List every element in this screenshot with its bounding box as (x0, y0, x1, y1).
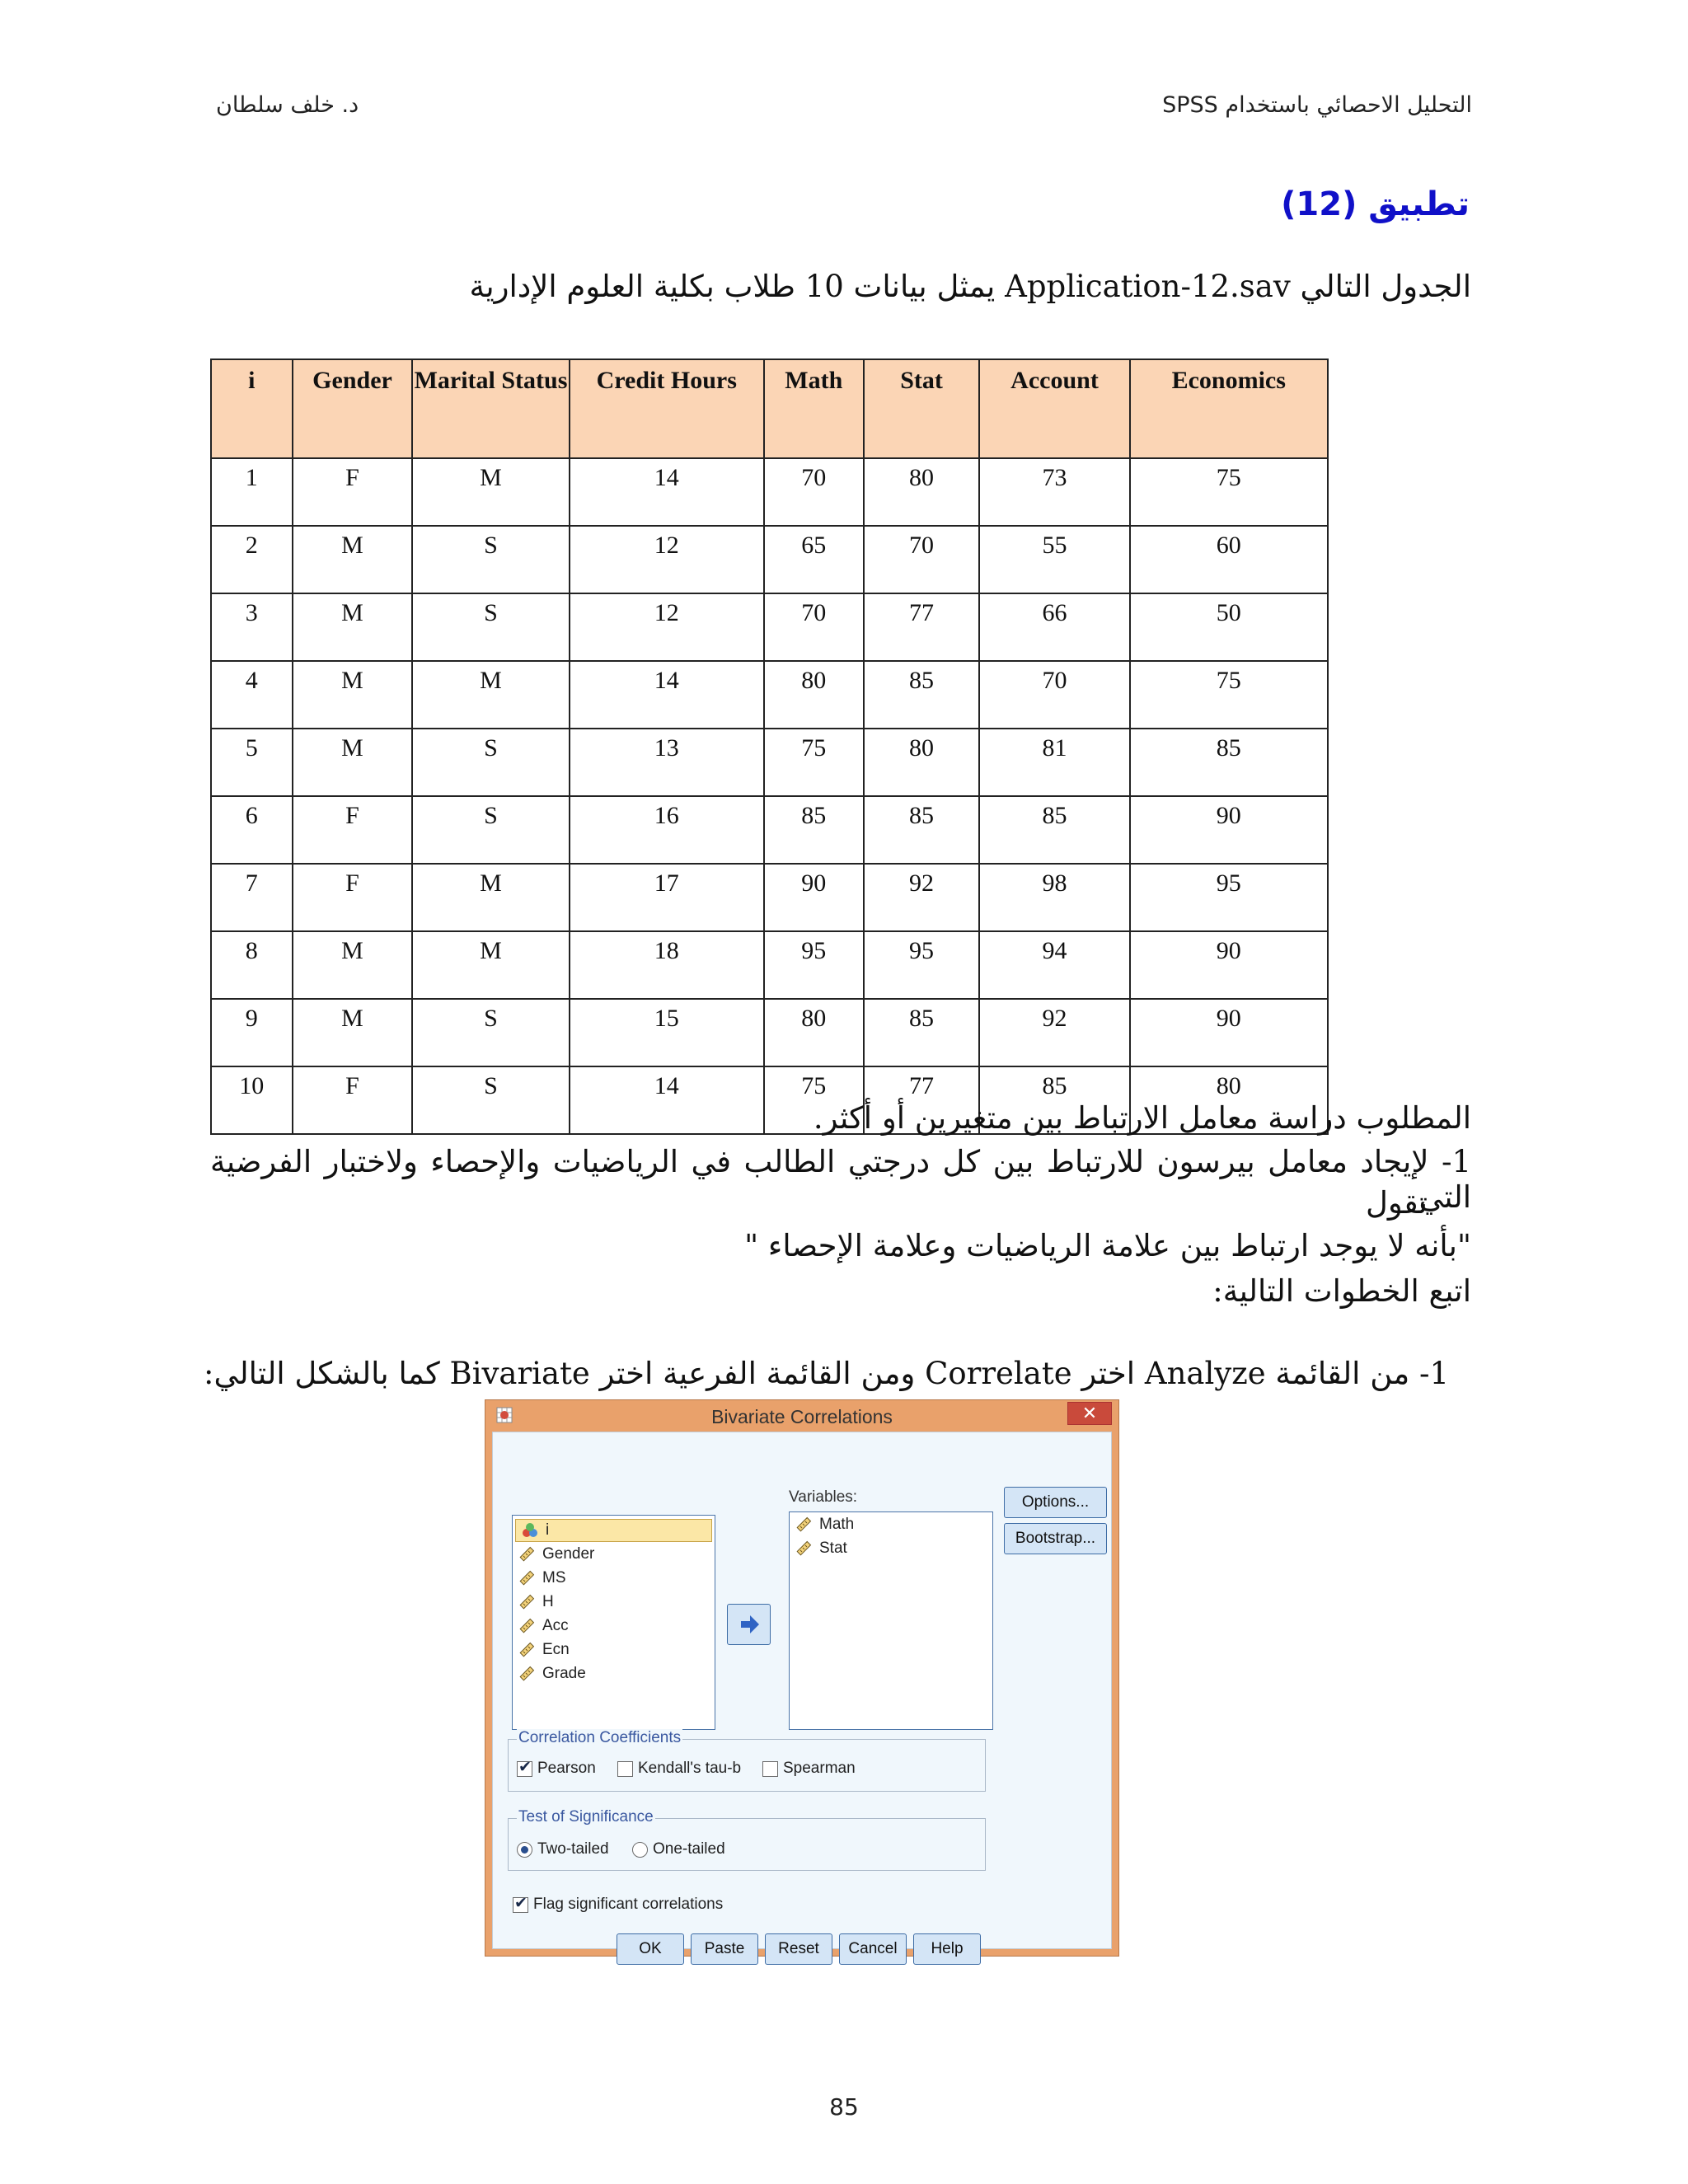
table-cell: F (293, 864, 413, 931)
table-cell: 90 (1130, 796, 1328, 864)
dialog-title: Bivariate Correlations (711, 1406, 893, 1427)
variable-label: Stat (819, 1539, 847, 1557)
move-variable-button[interactable] (727, 1604, 771, 1645)
menu-step-text: 1- من القائمة Analyze اختر Correlate ومن القائمة الفرعية اختر Bivariate كما بالشكل التالي: (204, 1356, 1449, 1391)
column-header: Credit Hours (570, 359, 764, 458)
table-cell: S (412, 593, 569, 661)
variable-list-item[interactable] (513, 1542, 715, 1566)
table-cell: 50 (1130, 593, 1328, 661)
kendall-checkbox[interactable] (617, 1760, 741, 1778)
kendall-label: Kendall's tau-b (638, 1760, 742, 1777)
header-author: د. خلف سلطان (216, 92, 359, 118)
requirement-text: المطلوب دراسة معامل الارتباط بين متغيرين أو أكثر. (813, 1100, 1471, 1136)
table-cell: M (412, 458, 569, 526)
table-cell: 80 (864, 458, 980, 526)
variable-list-item[interactable] (513, 1614, 715, 1638)
two-tailed-label: Two-tailed (537, 1840, 609, 1858)
table-cell: 14 (570, 661, 764, 729)
table-cell: 95 (764, 931, 864, 999)
table-cell: 65 (764, 526, 864, 593)
arrow-right-icon (728, 1605, 770, 1644)
table-cell: 80 (864, 729, 980, 796)
table-row (211, 729, 1328, 796)
table-row (211, 864, 1328, 931)
checkbox-checked-icon (517, 1761, 532, 1777)
table-cell: 85 (979, 796, 1129, 864)
table-cell: 90 (1130, 999, 1328, 1066)
table-cell: 85 (764, 796, 864, 864)
pearson-checkbox[interactable] (517, 1760, 596, 1778)
table-cell: 2 (211, 526, 293, 593)
table-cell: F (293, 458, 413, 526)
scale-variable-icon (795, 1516, 813, 1534)
column-header: Economics (1130, 359, 1328, 458)
pearson-label: Pearson (537, 1760, 596, 1777)
variables-label: Variables: (789, 1488, 858, 1506)
step1-text: 1- لإيجاد معامل بيرسون للارتباط بين كل درجتي الطالب في الرياضيات والإحصاء ولاختبار الفرضية التي (210, 1144, 1471, 1215)
table-row (211, 458, 1328, 526)
table-cell: S (412, 999, 569, 1066)
variable-list-item[interactable] (790, 1536, 992, 1560)
table-row (211, 796, 1328, 864)
column-header: Marital Status (412, 359, 569, 458)
ok-button[interactable]: OK (617, 1933, 684, 1965)
table-cell: 9 (211, 999, 293, 1066)
table-cell: M (293, 729, 413, 796)
table-cell: M (412, 864, 569, 931)
correlation-coefficients-title: Correlation Coefficients (518, 1729, 682, 1746)
scale-variable-icon (518, 1665, 536, 1683)
radio-selected-icon (517, 1842, 532, 1858)
table-cell: 77 (864, 1066, 980, 1134)
table-cell: 75 (1130, 661, 1328, 729)
table-row (211, 999, 1328, 1066)
variable-label: Math (819, 1515, 855, 1533)
table-cell: 18 (570, 931, 764, 999)
table-cell: 92 (979, 999, 1129, 1066)
table-cell: 80 (764, 999, 864, 1066)
variable-label: H (542, 1592, 554, 1610)
table-cell: S (412, 729, 569, 796)
table-cell: F (293, 1066, 413, 1134)
table-cell: 95 (864, 931, 980, 999)
source-variable-list[interactable] (512, 1515, 715, 1730)
selected-variable-list[interactable] (789, 1511, 993, 1730)
test-of-significance-title: Test of Significance (518, 1808, 654, 1825)
table-cell: 7 (211, 864, 293, 931)
table-cell: 85 (864, 661, 980, 729)
table-cell: 75 (1130, 458, 1328, 526)
table-cell: 17 (570, 864, 764, 931)
paste-button[interactable]: Paste (691, 1933, 758, 1965)
table-cell: 90 (1130, 931, 1328, 999)
variable-label: Gender (542, 1544, 595, 1563)
cancel-button[interactable]: Cancel (839, 1933, 907, 1965)
table-cell: 66 (979, 593, 1129, 661)
two-tailed-radio[interactable] (517, 1840, 609, 1858)
table-cell: 3 (211, 593, 293, 661)
table-cell: 5 (211, 729, 293, 796)
table-cell: 80 (1130, 1066, 1328, 1134)
column-header: i (211, 359, 293, 458)
spearman-label: Spearman (783, 1760, 856, 1777)
table-cell: 14 (570, 1066, 764, 1134)
bootstrap-button[interactable]: Bootstrap... (1004, 1523, 1107, 1554)
checkbox-unchecked-icon (762, 1761, 778, 1777)
nominal-variable-icon (521, 1521, 539, 1540)
variable-list-item[interactable] (513, 1661, 715, 1685)
table-cell: 60 (1130, 526, 1328, 593)
column-header: Gender (293, 359, 413, 458)
table-cell: 70 (764, 458, 864, 526)
table-cell: 55 (979, 526, 1129, 593)
column-header: Math (764, 359, 864, 458)
reset-button[interactable]: Reset (765, 1933, 832, 1965)
table-cell: 85 (864, 796, 980, 864)
variable-list-item[interactable] (790, 1512, 992, 1536)
scale-variable-icon (518, 1641, 536, 1659)
column-header: Stat (864, 359, 980, 458)
table-cell: 90 (764, 864, 864, 931)
follow-steps-text: اتبع الخطوات التالية: (1212, 1273, 1471, 1309)
table-cell: M (293, 999, 413, 1066)
table-cell: 4 (211, 661, 293, 729)
page-number: 85 (829, 2093, 859, 2121)
variable-label: Ecn (542, 1640, 570, 1658)
correlation-coefficients-group (508, 1729, 986, 1792)
table-cell: 77 (864, 593, 980, 661)
table-cell: 81 (979, 729, 1129, 796)
table-cell: 85 (1130, 729, 1328, 796)
radio-unselected-icon (632, 1842, 648, 1858)
table-row (211, 593, 1328, 661)
step1-text-cont: تقول (1365, 1185, 1428, 1221)
scale-variable-icon (518, 1617, 536, 1635)
variable-label: MS (542, 1568, 566, 1586)
dialog-body (492, 1432, 1112, 1957)
table-cell: 73 (979, 458, 1129, 526)
variable-list-item[interactable] (513, 1590, 715, 1614)
table-header-row (211, 359, 1328, 458)
table-cell: 8 (211, 931, 293, 999)
table-row (211, 661, 1328, 729)
table-cell: 98 (979, 864, 1129, 931)
table-cell: 92 (864, 864, 980, 931)
table-cell: M (293, 661, 413, 729)
variable-label: Acc (542, 1616, 569, 1634)
scale-variable-icon (518, 1569, 536, 1587)
close-button[interactable]: ✕ (1067, 1402, 1112, 1425)
table-cell: 94 (979, 931, 1129, 999)
table-cell: 1 (211, 458, 293, 526)
intro-paragraph: الجدول التالي Application-12.sav يمثل بيانات 10 طلاب بكلية العلوم الإدارية (469, 269, 1471, 304)
table-cell: 95 (1130, 864, 1328, 931)
checkbox-unchecked-icon (617, 1761, 633, 1777)
table-cell: S (412, 796, 569, 864)
table-cell: 70 (864, 526, 980, 593)
help-button[interactable]: Help (913, 1933, 981, 1965)
table-cell: 6 (211, 796, 293, 864)
table-cell: M (293, 931, 413, 999)
dialog-titlebar[interactable] (485, 1400, 1118, 1430)
options-button[interactable]: Options... (1004, 1487, 1107, 1518)
checkbox-checked-icon (513, 1897, 528, 1913)
scale-variable-icon (795, 1540, 813, 1558)
table-cell: 16 (570, 796, 764, 864)
table-cell: 10 (211, 1066, 293, 1134)
table-cell: 85 (979, 1066, 1129, 1134)
flag-significant-label: Flag significant correlations (533, 1896, 724, 1913)
table-cell: 75 (764, 1066, 864, 1134)
hypothesis-text: "بأنه لا يوجد ارتباط بين علامة الرياضيات وعلامة الإحصاء " (744, 1228, 1471, 1263)
table-cell: 13 (570, 729, 764, 796)
scale-variable-icon (518, 1593, 536, 1611)
table-cell: M (412, 661, 569, 729)
table-cell: 80 (764, 661, 864, 729)
spearman-checkbox[interactable] (762, 1760, 856, 1778)
table-cell: M (293, 526, 413, 593)
table-cell: 70 (979, 661, 1129, 729)
table-row (211, 931, 1328, 999)
bivariate-correlations-dialog (485, 1399, 1119, 1957)
one-tailed-radio[interactable] (632, 1840, 725, 1858)
table-cell: M (412, 931, 569, 999)
table-cell: F (293, 796, 413, 864)
variable-label: i (546, 1521, 550, 1539)
table-cell: 15 (570, 999, 764, 1066)
column-header: Account (979, 359, 1129, 458)
variable-list-item[interactable] (513, 1566, 715, 1590)
table-cell: 12 (570, 526, 764, 593)
flag-significant-checkbox[interactable] (513, 1896, 723, 1914)
variable-label: Grade (542, 1664, 586, 1682)
scale-variable-icon (518, 1545, 536, 1563)
one-tailed-label: One-tailed (653, 1840, 725, 1858)
table-cell: M (293, 593, 413, 661)
table-cell: 70 (764, 593, 864, 661)
application-title: تطبيق (12) (1281, 185, 1470, 223)
table-cell: 14 (570, 458, 764, 526)
table-cell: 75 (764, 729, 864, 796)
variable-list-item[interactable] (513, 1638, 715, 1661)
table-cell: S (412, 526, 569, 593)
header-book-title: التحليل الاحصائي باستخدام SPSS (1162, 92, 1472, 118)
variable-list-item[interactable] (515, 1519, 712, 1542)
table-cell: S (412, 1066, 569, 1134)
table-cell: 85 (864, 999, 980, 1066)
table-cell: 12 (570, 593, 764, 661)
test-of-significance-group (508, 1808, 986, 1871)
student-data-table (210, 359, 1329, 1135)
table-row (211, 526, 1328, 593)
